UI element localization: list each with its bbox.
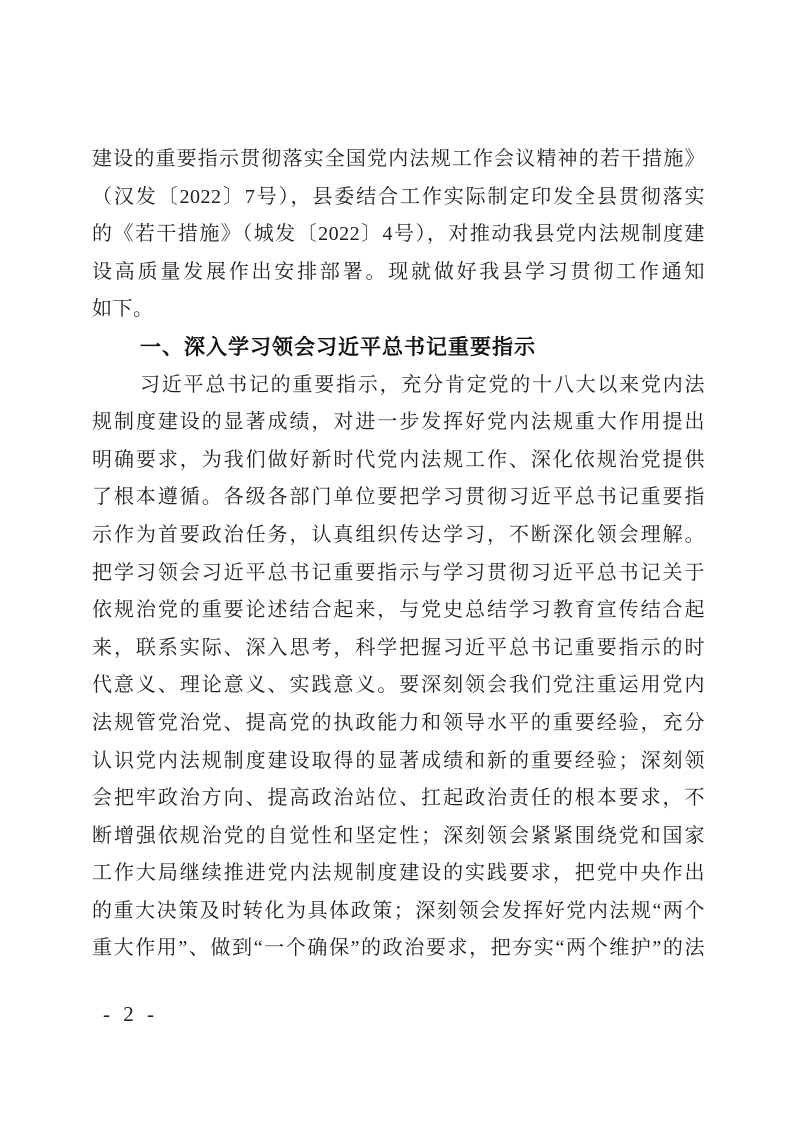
text-line: 把学习领会习近平总书记重要指示与学习贯彻习近平总书记关于 [92,561,705,584]
text-line: 来，联系实际、深入思考，科学把握习近平总书记重要指示的时 [92,636,705,659]
text-line: 明确要求，为我们做好新时代党内法规工作、深化依规治党提供 [92,448,705,471]
text-line: 习近平总书记的重要指示，充分肯定党的十八大以来党内法 [140,373,705,396]
text-line: 如下。 [92,298,154,321]
text-line: 认识党内法规制度建设取得的显著成绩和新的重要经验；深刻领 [92,749,705,772]
text-line: 会把牢政治方向、提高政治站位、扛起政治责任的根本要求，不 [92,787,705,810]
section-heading: 一、深入学习领会习近平总书记重要指示 [140,335,536,359]
text-line: 工作大局继续推进党内法规制度建设的实践要求，把党中央作出 [92,862,705,885]
text-line: 规制度建设的显著成绩，对进一步发挥好党内法规重大作用提出 [92,411,705,434]
text-line: 代意义、理论意义、实践意义。要深刻领会我们党注重运用党内 [92,674,705,697]
document-body [92,141,705,968]
text-line: 断增强依规治党的自觉性和坚定性；深刻领会紧紧围绕党和国家 [92,824,705,847]
page-number: - 2 - [103,1002,155,1026]
text-line: 法规管党治党、提高党的执政能力和领导水平的重要经验，充分 [92,711,705,734]
text-line: 的重大决策及时转化为具体政策；深刻领会发挥好党内法规“两个 [92,899,705,922]
text-line: 了根本遵循。各级各部门单位要把学习贯彻习近平总书记重要指 [92,486,705,509]
text-line: 重大作用”、做到“一个确保”的政治要求，把夯实“两个维护”的法 [92,937,705,960]
text-line: 设高质量发展作出安排部署。现就做好我县学习贯彻工作通知 [92,260,705,283]
text-line: （汉发〔2022〕7号），县委结合工作实际制定印发全县贯彻落实 [92,185,705,208]
text-line: 示作为首要政治任务，认真组织传达学习，不断深化领会理解。 [92,523,705,546]
text-line: 依规治党的重要论述结合起来，与党史总结学习教育宣传结合起 [92,599,705,622]
text-line: 建设的重要指示贯彻落实全国党内法规工作会议精神的若干措施》 [92,148,705,170]
text-line: 的《若干措施》（城发〔2022〕4号），对推动我县党内法规制度建 [92,223,705,246]
